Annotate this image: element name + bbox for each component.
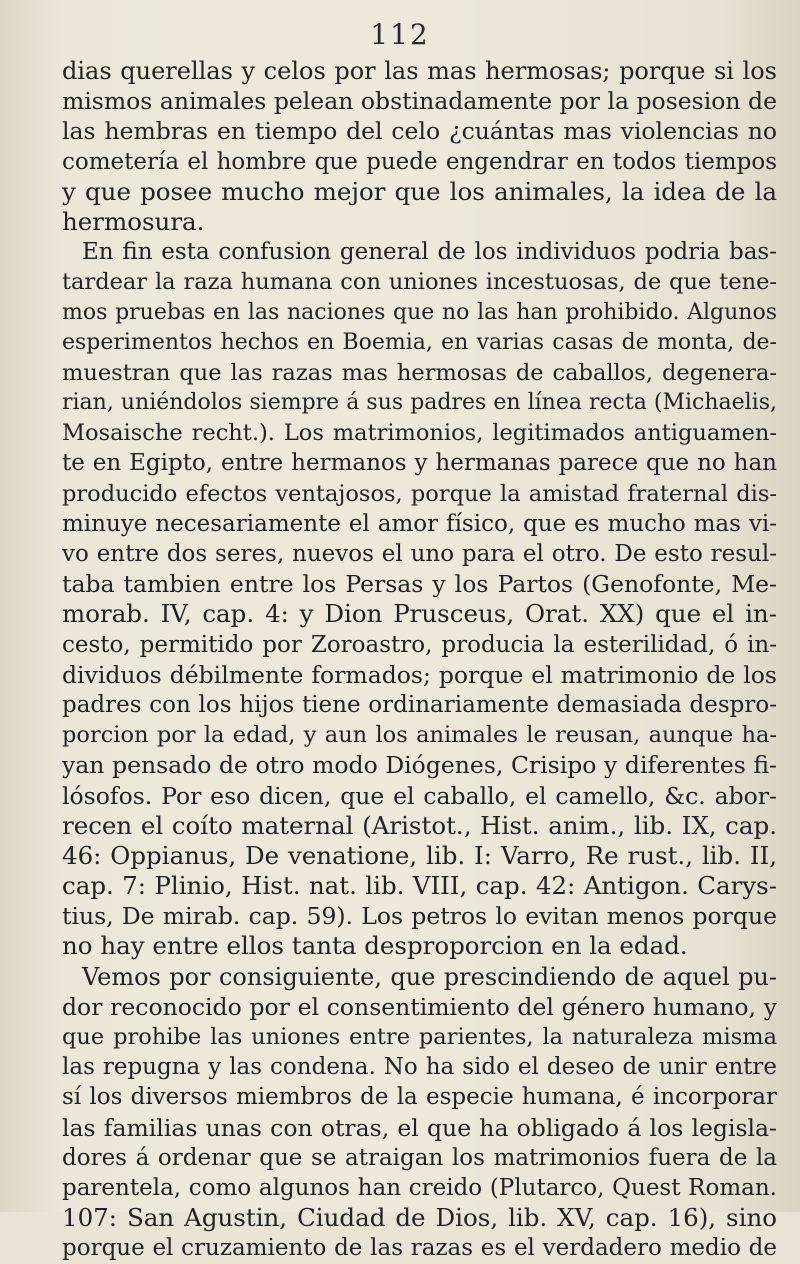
text-line: rian, uniéndolos siempre á sus padres en línea recta (Michaelis, [62, 390, 777, 416]
text-line: producido efectos ventajosos, porque la amistad fraternal dis- [62, 480, 777, 507]
text-line: sí los diversos miembros de la especie humana, é incorporar [62, 1084, 777, 1111]
text-line: En fin esta confusion general de los individuos podria bas- [82, 239, 777, 266]
text-line: vo entre dos seres, nuevos el uno para el otro. De esto resul- [62, 541, 777, 567]
text-line: recen el coíto maternal (Aristot., Hist. anim., lib. IX, cap. [62, 810, 777, 840]
text-line: esperimentos hechos en Boemia, en varias casas de monta, de- [62, 329, 777, 355]
text-line: tardear la raza humana con uniones incestuosas, de que tene- [62, 269, 777, 296]
text-line: mismos animales pelean obstinadamente por la posesion de [62, 87, 777, 116]
text-line: no hay entre ellos tanta desproporcion en la edad. [62, 931, 688, 961]
text-line: las hembras en tiempo del celo ¿cuántas mas violencias no [62, 117, 777, 146]
text-line: minuye necesariamente el amor físico, que es mucho mas vi- [62, 510, 777, 537]
text-line: dividuos débilmente formados; porque el matrimonio de los [62, 660, 777, 689]
text-line: mos pruebas en las naciones que no las han prohibido. Algunos [62, 299, 777, 325]
page-number: 112 [370, 18, 430, 51]
text-line: dias querellas y celos por las mas hermosas; porque si los [62, 57, 777, 85]
text-line: parentela, como algunos han creido (Plutarco, Quest Roman. [62, 1174, 777, 1201]
text-line: taba tambien entre los Persas y los Partos (Genofonte, Me- [62, 570, 777, 599]
text-line: Vemos por consiguiente, que prescindiendo de aquel pu- [82, 962, 777, 991]
text-line: tius, De mirab. cap. 59). Los petros lo evitan menos porque [62, 902, 777, 931]
text-line: porcion por la edad, y aun los animales le reusan, aunque ha- [62, 722, 777, 749]
text-line: cap. 7: Plinio, Hist. nat. lib. VIII, cap. 42: Antigon. Carys- [62, 871, 777, 901]
text-line: te en Egipto, entre hermanos y hermanas parece que no han [62, 450, 777, 477]
text-line: las repugna y las condena. No ha sido el deseo de unir entre [62, 1054, 777, 1081]
text-line: cesto, permitido por Zoroastro, producia la esterilidad, ó in- [62, 631, 777, 658]
text-line: Mosaische recht.). Los matrimonios, legitimados antiguamen- [62, 420, 777, 447]
text-line: las familias unas con otras, el que ha obligado á los legisla- [62, 1113, 777, 1142]
body-text [62, 56, 777, 1264]
text-line: 46: Oppianus, De venatione, lib. I: Varro, Re rust., lib. II, [62, 840, 777, 870]
text-line: yan pensado de otro modo Diógenes, Crisipo y diferentes fi- [62, 751, 777, 780]
text-line: morab. IV, cap. 4: y Dion Prusceus, Orat. XX) que el in- [62, 599, 777, 629]
text-line: dor reconocido por el consentimiento del género humano, y [62, 992, 777, 1021]
text-line: que prohibe las uniones entre parientes, la naturaleza misma [62, 1024, 777, 1050]
text-line: lósofos. Por eso dicen, que el caballo, el camello, &c. abor- [62, 781, 777, 810]
text-line: padres con los hijos tiene ordinariamente demasiada despro- [62, 691, 777, 718]
text-line: hermosura. [62, 206, 205, 236]
text-line: y que posee mucho mejor que los animales, la idea de la [62, 176, 777, 206]
text-line: porque el cruzamiento de las razas es el verdadero medio de [62, 1235, 777, 1262]
text-line: cometería el hombre que puede engendrar en todos tiempos [62, 148, 777, 175]
text-line: muestran que las razas mas hermosas de caballos, degenera- [62, 359, 777, 386]
text-line: 107: San Agustin, Ciudad de Dios, lib. XV, cap. 16), sino [62, 1203, 777, 1233]
text-line: dores á ordenar que se atraigan los matrimonios fuera de la [62, 1144, 777, 1171]
